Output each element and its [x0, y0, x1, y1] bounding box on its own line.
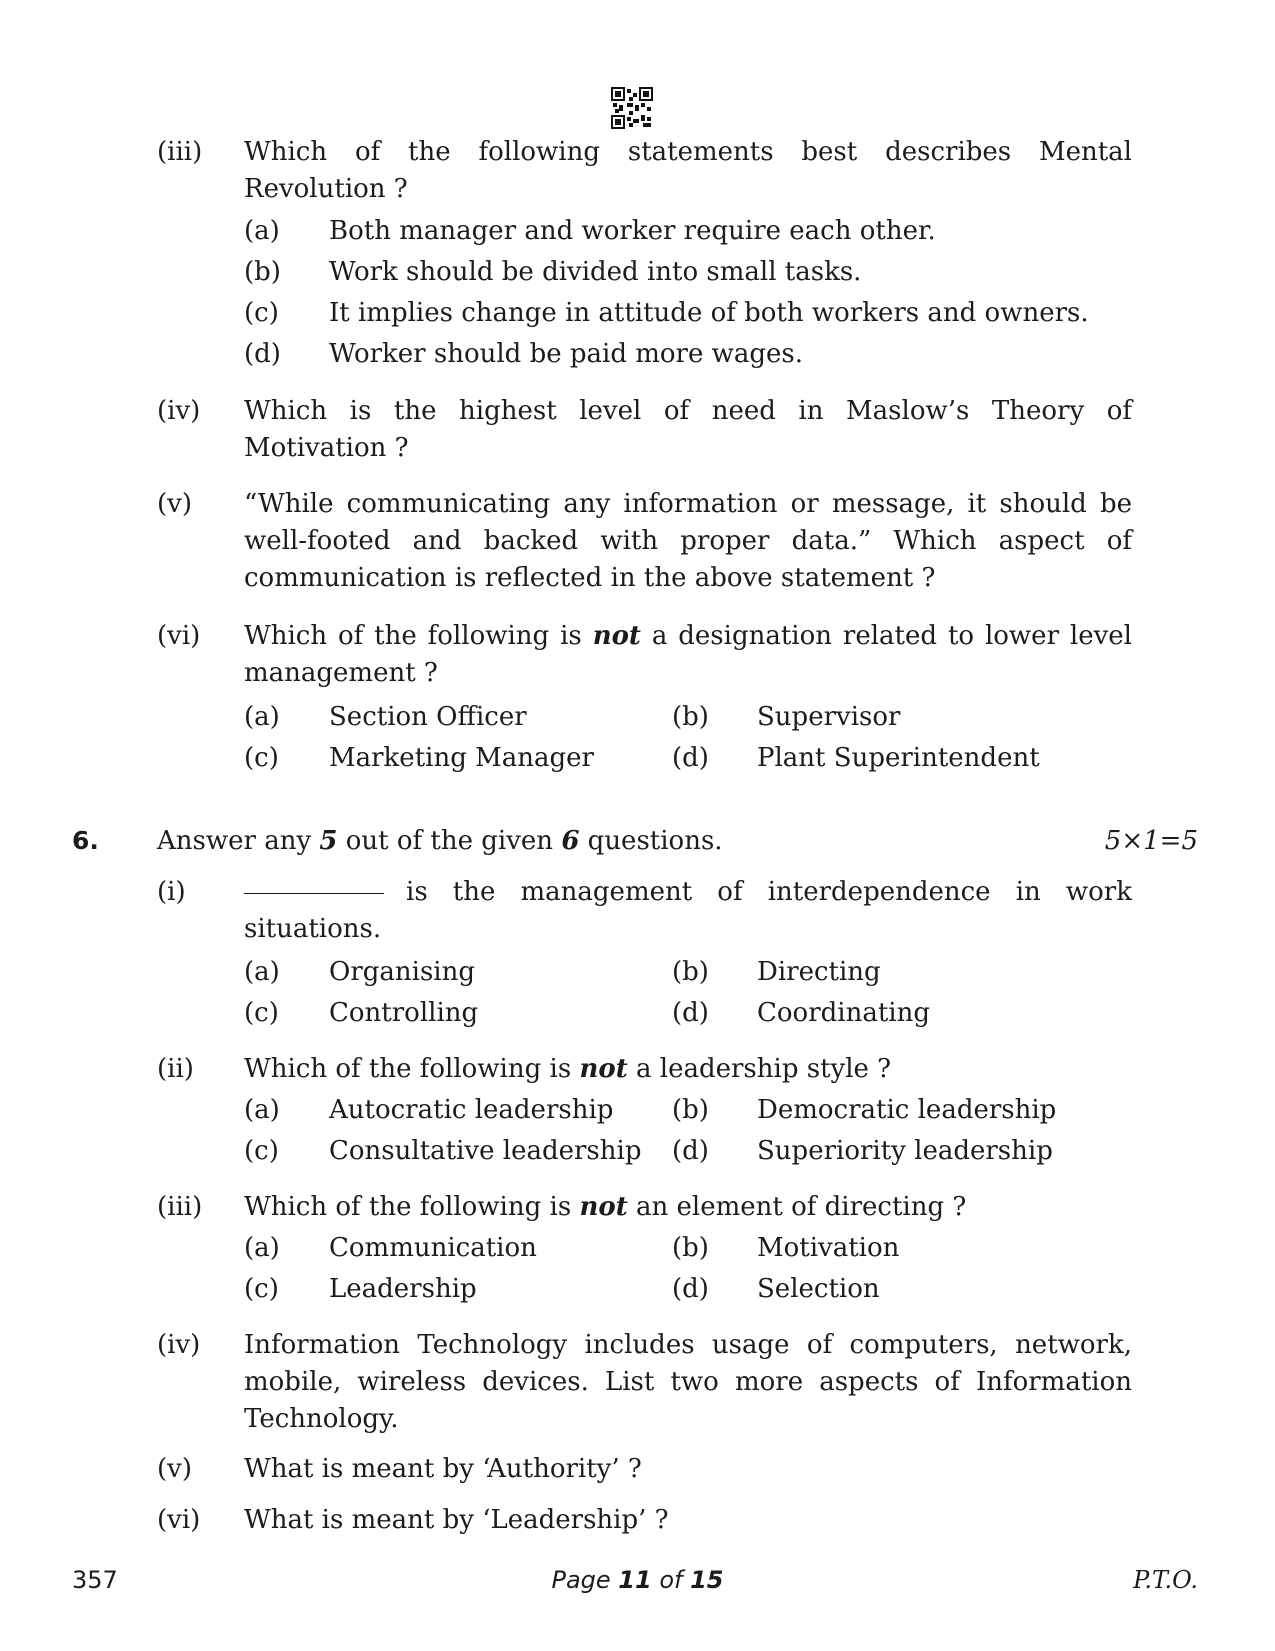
emphasis-not: not [592, 621, 641, 651]
question-text: Information Technology includes usage of computers, network, mobile, wireless devices. List two more aspects of Information Technology. [244, 1330, 1132, 1434]
question-number: (iii) [157, 137, 203, 167]
option-a [244, 213, 936, 250]
option-text: Democratic leadership [757, 1095, 1057, 1125]
emphasis-not: not [579, 1192, 628, 1222]
current-page: 11 [618, 1566, 652, 1594]
question-number: (ii) [157, 1054, 194, 1084]
option-label: (c) [244, 998, 279, 1028]
option-text: Marketing Manager [329, 743, 594, 773]
option-text: Motivation [757, 1233, 900, 1263]
please-turn-over: P.T.O. [1133, 1566, 1198, 1594]
question-text [244, 618, 1132, 692]
question-text [244, 874, 1132, 948]
option-label: (d) [672, 743, 709, 773]
option-label: (b) [244, 257, 281, 287]
option-label: (a) [244, 702, 280, 732]
question-6-vi [157, 1502, 1132, 1539]
option-b [244, 254, 861, 291]
paper-code: 357 [72, 1566, 118, 1594]
option-label: (a) [244, 1095, 280, 1125]
question-text-part: Which of the following is [244, 1192, 580, 1222]
option-label: (b) [672, 702, 709, 732]
question-number: (iv) [157, 1330, 201, 1360]
option-a [244, 1230, 537, 1267]
option-text: Plant Superintendent [757, 743, 1040, 773]
option-c [244, 995, 478, 1032]
option-label: (c) [244, 298, 279, 328]
question-number: (v) [157, 489, 192, 519]
option-text: Work should be divided into small tasks. [329, 257, 862, 287]
question-text: “While communicating any information or message, it should be well-footed and backed with proper data.” Which aspect of communication is reflected in the above statement ? [244, 489, 1132, 593]
instruction-part: out of the given [337, 826, 562, 856]
option-text: Consultative leadership [329, 1136, 642, 1166]
instruction-part: Answer any [157, 826, 320, 856]
question-number: (iii) [157, 1192, 203, 1222]
option-text: Communication [329, 1233, 537, 1263]
option-text: Controlling [329, 998, 479, 1028]
question-6-iii [157, 1189, 1132, 1226]
option-label: (a) [244, 216, 280, 246]
question-5-iv [157, 393, 1132, 467]
option-label: (a) [244, 1233, 280, 1263]
option-label: (b) [672, 1095, 709, 1125]
option-b [672, 1092, 1056, 1129]
emphasis-not: not [579, 1054, 628, 1084]
question-text [244, 1189, 1132, 1226]
option-a [244, 1092, 613, 1129]
option-b [672, 699, 900, 736]
question-text-part: Which of the following is [244, 1054, 580, 1084]
option-a [244, 954, 475, 991]
option-b [672, 1230, 899, 1267]
option-c [244, 1133, 641, 1170]
question-text-part: Which of the following is [244, 621, 593, 651]
count-given: 6 [561, 826, 580, 856]
option-b [672, 954, 881, 991]
count-answer: 5 [319, 826, 338, 856]
option-label: (b) [672, 957, 709, 987]
option-text: Section Officer [329, 702, 527, 732]
question-text-part: is the management of interdependence in work situations. [244, 877, 1132, 944]
question-number: (v) [157, 1454, 192, 1484]
question-text-part: a designation related to lower level management ? [244, 621, 1132, 688]
option-text: It implies change in attitude of both workers and owners. [329, 298, 1089, 328]
question-text: What is meant by ‘Authority’ ? [244, 1454, 642, 1484]
question-6-v [157, 1451, 1132, 1488]
option-c [244, 295, 1089, 332]
question-text: Which of the following statements best describes Mental Revolution ? [244, 137, 1132, 204]
fill-in-blank [244, 893, 384, 894]
option-text: Autocratic leadership [329, 1095, 614, 1125]
option-text: Worker should be paid more wages. [329, 339, 804, 369]
question-6-iv [157, 1327, 1132, 1438]
question-6-ii [157, 1051, 1132, 1088]
option-label: (c) [244, 1274, 279, 1304]
option-d [244, 336, 803, 373]
qr-code-icon [611, 87, 653, 129]
option-text: Selection [757, 1274, 880, 1304]
option-label: (d) [672, 1274, 709, 1304]
option-text: Organising [329, 957, 475, 987]
option-label: (a) [244, 957, 280, 987]
question-6-number: 6. [72, 826, 99, 855]
option-label: (c) [244, 743, 279, 773]
option-c [244, 740, 594, 777]
question-6-instruction [157, 826, 723, 856]
instruction-part: questions. [579, 826, 723, 856]
page-of-label: of [651, 1566, 691, 1594]
total-pages: 15 [690, 1566, 724, 1594]
option-text: Coordinating [757, 998, 930, 1028]
page-number [0, 1566, 1275, 1594]
question-number: (vi) [157, 1505, 201, 1535]
option-label: (d) [672, 998, 709, 1028]
question-6-i [157, 874, 1132, 948]
option-label: (d) [672, 1136, 709, 1166]
question-5-iii [157, 134, 1132, 208]
question-text [244, 1051, 1132, 1088]
question-text: Which is the highest level of need in Maslow’s Theory of Motivation ? [244, 396, 1132, 463]
option-text: Directing [757, 957, 881, 987]
marks-allocation: 5×1=5 [1104, 826, 1198, 856]
question-number: (iv) [157, 396, 201, 426]
option-d [672, 1133, 1053, 1170]
option-text: Both manager and worker require each other. [329, 216, 936, 246]
option-a [244, 699, 527, 736]
option-d [672, 740, 1040, 777]
option-label: (c) [244, 1136, 279, 1166]
page-label: Page [551, 1566, 619, 1594]
question-number: (vi) [157, 621, 201, 651]
option-d [672, 995, 930, 1032]
question-text-part: a leadership style ? [627, 1054, 892, 1084]
option-text: Supervisor [757, 702, 901, 732]
option-text: Superiority leadership [757, 1136, 1053, 1166]
option-c [244, 1271, 477, 1308]
option-text: Leadership [329, 1274, 477, 1304]
option-label: (d) [244, 339, 281, 369]
question-5-vi [157, 618, 1132, 692]
option-d [672, 1271, 880, 1308]
question-number: (i) [157, 877, 186, 907]
option-label: (b) [672, 1233, 709, 1263]
question-5-v [157, 486, 1132, 597]
question-text-part: an element of directing ? [627, 1192, 967, 1222]
question-text: What is meant by ‘Leadership’ ? [244, 1505, 669, 1535]
